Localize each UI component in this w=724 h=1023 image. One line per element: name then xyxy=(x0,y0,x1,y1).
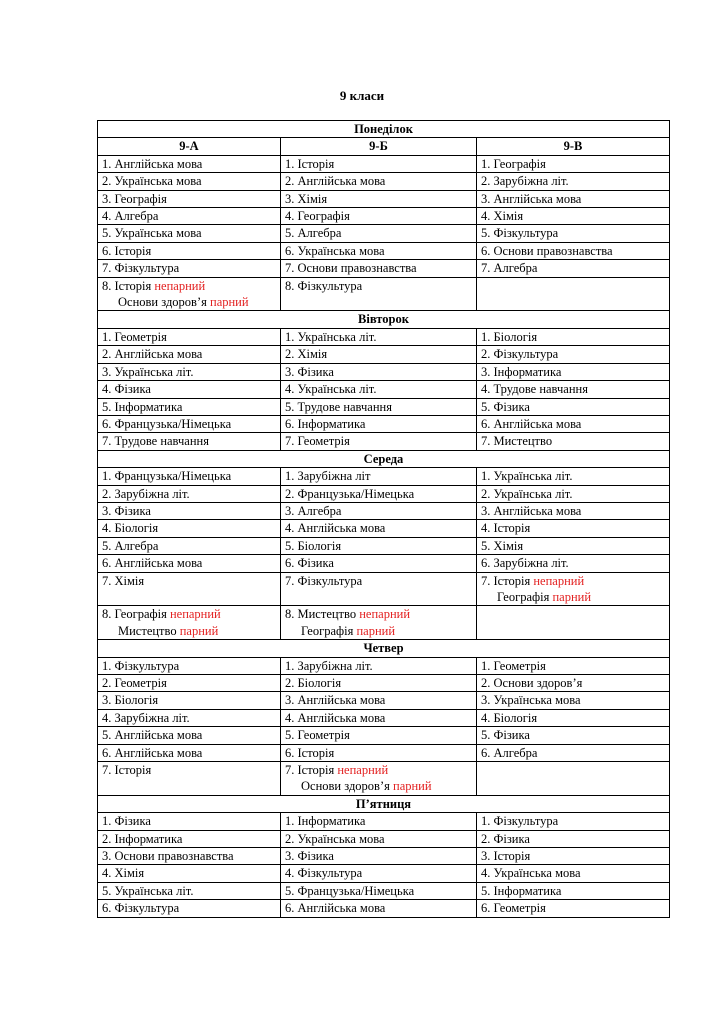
lesson-cell: 2. Основи здоров’я xyxy=(477,675,670,692)
lesson-cell: 3. Українська літ. xyxy=(98,363,281,380)
even-week-label: парний xyxy=(356,623,396,638)
lesson-cell: 7. Алгебра xyxy=(477,260,670,277)
lesson-text: 8. Географія xyxy=(102,607,170,622)
day-name: Середа xyxy=(98,450,670,467)
lesson-cell: 1. Історія xyxy=(281,155,477,172)
lesson-cell: 8. Фізкультура xyxy=(281,277,477,311)
lesson-row xyxy=(98,572,670,606)
lesson-cell: 1. Зарубіжна літ xyxy=(281,468,477,485)
lesson-row xyxy=(98,762,670,796)
lesson-row xyxy=(98,865,670,882)
lesson-cell: 5. Інформатика xyxy=(477,882,670,899)
day-row-tuesday xyxy=(98,311,670,328)
alternating-lesson-cell xyxy=(98,606,281,640)
lesson-row xyxy=(98,415,670,432)
lesson-cell: 5. Фізкультура xyxy=(477,225,670,242)
lesson-cell: 7. Основи правознавства xyxy=(281,260,477,277)
lesson-cell: 3. Біологія xyxy=(98,692,281,709)
lesson-cell: 4. Українська літ. xyxy=(281,381,477,398)
even-week-line xyxy=(481,589,665,605)
lesson-cell: 5. Хімія xyxy=(477,537,670,554)
lesson-row xyxy=(98,502,670,519)
class-header: 9-В xyxy=(477,138,670,155)
lesson-text: Географія xyxy=(497,589,553,604)
lesson-cell: 3. Англійська мова xyxy=(477,190,670,207)
lesson-cell: 6. Історія xyxy=(98,242,281,259)
lesson-row xyxy=(98,692,670,709)
lesson-cell: 4. Фізика xyxy=(98,381,281,398)
lesson-cell: 1. Фізика xyxy=(98,813,281,830)
lesson-row xyxy=(98,346,670,363)
lesson-cell: 1. Зарубіжна літ. xyxy=(281,657,477,674)
lesson-row xyxy=(98,727,670,744)
lesson-cell: 6. Англійська мова xyxy=(98,744,281,761)
lesson-cell: 2. Інформатика xyxy=(98,830,281,847)
class-header: 9-Б xyxy=(281,138,477,155)
lesson-cell: 4. Біологія xyxy=(98,520,281,537)
alternating-lesson-cell xyxy=(281,606,477,640)
lesson-cell: 7. Хімія xyxy=(98,572,281,606)
odd-week-label: непарний xyxy=(533,573,585,588)
lesson-cell: 2. Геометрія xyxy=(98,675,281,692)
lesson-cell: 1. Геометрія xyxy=(477,657,670,674)
lesson-text: Основи здоров’я xyxy=(118,295,210,310)
lesson-cell: 3. Фізика xyxy=(98,502,281,519)
lesson-cell: 5. Інформатика xyxy=(98,398,281,415)
empty-cell xyxy=(477,762,670,796)
lesson-row xyxy=(98,520,670,537)
day-name: Понеділок xyxy=(98,121,670,138)
lesson-row xyxy=(98,398,670,415)
lesson-cell: 6. Інформатика xyxy=(281,415,477,432)
lesson-row xyxy=(98,675,670,692)
lesson-cell: 6. Французька/Німецька xyxy=(98,415,281,432)
lesson-cell: 3. Хімія xyxy=(281,190,477,207)
lesson-cell: 5. Алгебра xyxy=(98,537,281,554)
lesson-cell: 2. Зарубіжна літ. xyxy=(98,485,281,502)
lesson-cell: 4. Фізкультура xyxy=(281,865,477,882)
lesson-row xyxy=(98,900,670,917)
odd-week-line xyxy=(285,762,472,778)
lesson-cell: 7. Фізкультура xyxy=(98,260,281,277)
lesson-row xyxy=(98,485,670,502)
lesson-cell: 1. Інформатика xyxy=(281,813,477,830)
lesson-text: 7. Історія xyxy=(285,763,338,778)
lesson-cell: 2. Зарубіжна літ. xyxy=(477,173,670,190)
even-week-line xyxy=(285,623,472,639)
lesson-cell: 4. Хімія xyxy=(477,208,670,225)
lesson-cell: 3. Українська мова xyxy=(477,692,670,709)
lesson-cell: 5. Фізика xyxy=(477,398,670,415)
odd-week-line xyxy=(285,606,472,622)
lesson-cell: 4. Трудове навчання xyxy=(477,381,670,398)
lesson-cell: 4. Англійська мова xyxy=(281,520,477,537)
lesson-row xyxy=(98,555,670,572)
lesson-cell: 6. Англійська мова xyxy=(281,900,477,917)
lesson-cell: 5. Французька/Німецька xyxy=(281,882,477,899)
lesson-row xyxy=(98,225,670,242)
lesson-cell: 1. Англійська мова xyxy=(98,155,281,172)
lesson-cell: 2. Англійська мова xyxy=(98,346,281,363)
lesson-cell: 2. Українська мова xyxy=(98,173,281,190)
lesson-row xyxy=(98,882,670,899)
even-week-label: парний xyxy=(210,295,249,310)
lesson-cell: 5. Біологія xyxy=(281,537,477,554)
lesson-cell: 6. Англійська мова xyxy=(477,415,670,432)
lesson-cell: 2. Хімія xyxy=(281,346,477,363)
lesson-text: Основи здоров’я xyxy=(301,779,393,794)
lesson-text: Географія xyxy=(301,623,357,638)
alternating-lesson-cell xyxy=(281,762,477,796)
lesson-cell: 6. Геометрія xyxy=(477,900,670,917)
lesson-cell: 5. Українська мова xyxy=(98,225,281,242)
lesson-row xyxy=(98,830,670,847)
lesson-row xyxy=(98,328,670,345)
odd-week-label: непарний xyxy=(359,607,411,622)
page-title: 9 класи xyxy=(339,88,385,103)
even-week-label: парний xyxy=(179,623,219,638)
lesson-text: 8. Мистецтво xyxy=(285,607,360,622)
lesson-cell: 1. Українська літ. xyxy=(281,328,477,345)
lesson-cell: 1. Українська літ. xyxy=(477,468,670,485)
day-row-thursday xyxy=(98,640,670,657)
lesson-text: 7. Історія xyxy=(481,573,534,588)
lesson-text: 8. Історія xyxy=(102,278,155,293)
lesson-cell: 4. Українська мова xyxy=(477,865,670,882)
lesson-row xyxy=(98,709,670,726)
lesson-row xyxy=(98,537,670,554)
lesson-cell: 1. Фізкультура xyxy=(477,813,670,830)
lesson-cell: 5. Трудове навчання xyxy=(281,398,477,415)
day-row-friday xyxy=(98,795,670,812)
lesson-cell: 5. Фізика xyxy=(477,727,670,744)
day-name: П’ятниця xyxy=(98,795,670,812)
lesson-cell: 4. Хімія xyxy=(98,865,281,882)
even-week-label: парний xyxy=(552,589,592,604)
lesson-cell: 7. Історія xyxy=(98,762,281,796)
day-row-monday xyxy=(98,121,670,138)
lesson-cell: 2. Французька/Німецька xyxy=(281,485,477,502)
alternating-lesson-cell xyxy=(98,277,281,311)
day-row-wednesday xyxy=(98,450,670,467)
lesson-cell: 2. Фізкультура xyxy=(477,346,670,363)
lesson-cell: 1. Французька/Німецька xyxy=(98,468,281,485)
lesson-cell: 7. Геометрія xyxy=(281,433,477,450)
lesson-row xyxy=(98,242,670,259)
lesson-cell: 6. Фізкультура xyxy=(98,900,281,917)
empty-cell xyxy=(477,277,670,311)
lesson-cell: 5. Геометрія xyxy=(281,727,477,744)
lesson-row xyxy=(98,744,670,761)
lesson-cell: 6. Зарубіжна літ. xyxy=(477,555,670,572)
lesson-row xyxy=(98,468,670,485)
lesson-cell: 2. Українська мова xyxy=(281,830,477,847)
even-week-line xyxy=(285,778,472,794)
even-week-line xyxy=(102,294,276,310)
lesson-row xyxy=(98,813,670,830)
odd-week-line xyxy=(102,606,276,622)
lesson-cell: 3. Інформатика xyxy=(477,363,670,380)
lesson-cell: 5. Англійська мова xyxy=(98,727,281,744)
lesson-row xyxy=(98,260,670,277)
lesson-row xyxy=(98,433,670,450)
lesson-text: Мистецтво xyxy=(118,623,180,638)
lesson-cell: 4. Алгебра xyxy=(98,208,281,225)
odd-week-label: непарний xyxy=(154,278,206,293)
lesson-cell: 5. Українська літ. xyxy=(98,882,281,899)
lesson-row xyxy=(98,381,670,398)
lesson-cell: 4. Географія xyxy=(281,208,477,225)
class-header-row xyxy=(98,138,670,155)
lesson-cell: 3. Алгебра xyxy=(281,502,477,519)
lesson-cell: 1. Біологія xyxy=(477,328,670,345)
lesson-cell: 3. Фізика xyxy=(281,363,477,380)
lesson-row xyxy=(98,155,670,172)
lesson-cell: 4. Історія xyxy=(477,520,670,537)
lesson-cell: 1. Географія xyxy=(477,155,670,172)
lesson-row xyxy=(98,606,670,640)
lesson-row xyxy=(98,208,670,225)
lesson-cell: 4. Англійська мова xyxy=(281,709,477,726)
lesson-cell: 3. Фізика xyxy=(281,848,477,865)
lesson-cell: 3. Основи правознавства xyxy=(98,848,281,865)
lesson-cell: 6. Основи правознавства xyxy=(477,242,670,259)
lesson-cell: 3. Англійська мова xyxy=(281,692,477,709)
lesson-cell: 7. Фізкультура xyxy=(281,572,477,606)
odd-week-label: непарний xyxy=(337,763,389,778)
lesson-cell: 2. Українська літ. xyxy=(477,485,670,502)
lesson-cell: 1. Фізкультура xyxy=(98,657,281,674)
lesson-cell: 2. Біологія xyxy=(281,675,477,692)
lesson-cell: 6. Українська мова xyxy=(281,242,477,259)
alternating-lesson-cell xyxy=(477,572,670,606)
schedule-table xyxy=(97,120,670,918)
empty-cell xyxy=(477,606,670,640)
day-name: Четвер xyxy=(98,640,670,657)
even-week-label: парний xyxy=(393,779,432,794)
lesson-row xyxy=(98,657,670,674)
lesson-cell: 4. Зарубіжна літ. xyxy=(98,709,281,726)
lesson-row xyxy=(98,173,670,190)
odd-week-line xyxy=(481,573,665,589)
lesson-row xyxy=(98,190,670,207)
lesson-cell: 6. Історія xyxy=(281,744,477,761)
lesson-cell: 2. Англійська мова xyxy=(281,173,477,190)
lesson-cell: 1. Геометрія xyxy=(98,328,281,345)
even-week-line xyxy=(102,623,276,639)
lesson-cell: 7. Мистецтво xyxy=(477,433,670,450)
lesson-cell: 3. Англійська мова xyxy=(477,502,670,519)
odd-week-line xyxy=(102,278,276,294)
lesson-cell: 4. Біологія xyxy=(477,709,670,726)
class-header: 9-А xyxy=(98,138,281,155)
lesson-cell: 6. Англійська мова xyxy=(98,555,281,572)
lesson-cell: 5. Алгебра xyxy=(281,225,477,242)
odd-week-label: непарний xyxy=(169,607,221,622)
lesson-cell: 2. Фізика xyxy=(477,830,670,847)
lesson-cell: 6. Алгебра xyxy=(477,744,670,761)
day-name: Вівторок xyxy=(98,311,670,328)
lesson-cell: 3. Географія xyxy=(98,190,281,207)
lesson-row xyxy=(98,848,670,865)
lesson-cell: 7. Трудове навчання xyxy=(98,433,281,450)
lesson-cell: 3. Історія xyxy=(477,848,670,865)
lesson-cell: 6. Фізика xyxy=(281,555,477,572)
lesson-row xyxy=(98,277,670,311)
lesson-row xyxy=(98,363,670,380)
